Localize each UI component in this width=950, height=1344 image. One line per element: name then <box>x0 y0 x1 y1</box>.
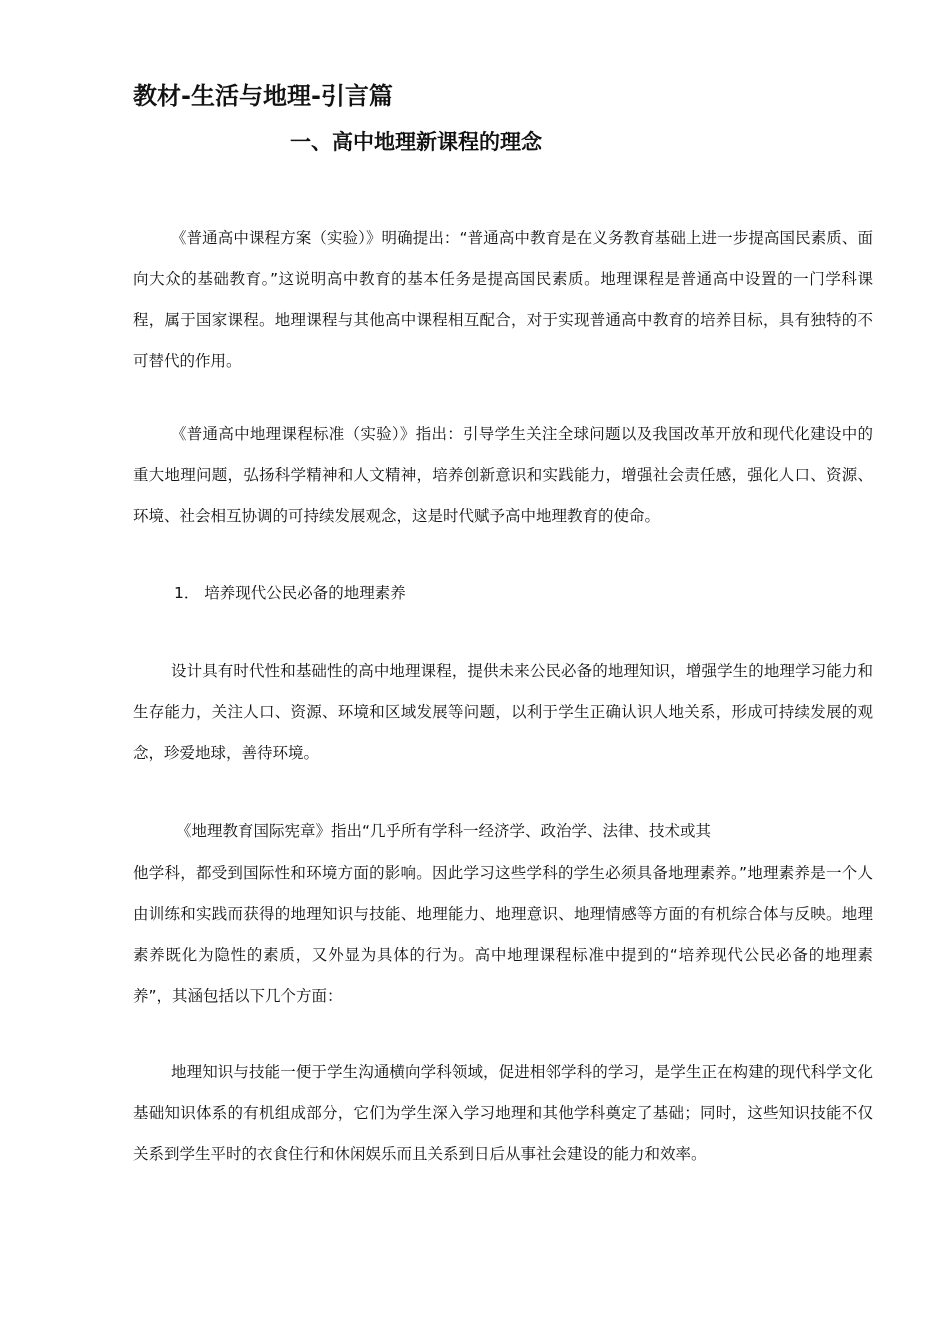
paragraph-course-design: 设计具有时代性和基础性的高中地理课程，提供未来公民必备的地理知识，增强学生的地理学习能力和生存能力，关注人口、资源、环境和区域发展等问题，以利于学生正确认识人地关系，形成可持续发展的观念，珍爱地球，善待环境。 <box>133 662 873 762</box>
paragraph-charter-continuation: 他学科，都受到国际性和环境方面的影响。因此学习这些学科的学生必须具备地理素养。”地理素养是一个人由训练和实践而获得的地理知识与技能、地理能力、地理意识、地理情感等方面的有机综合体与反映。地理素养既化为隐性的素质，又外显为具体的行为。高中地理课程标准中提到的“培养现代公民必备的地理素养”，其涵包括以下几个方面： <box>133 864 873 1005</box>
paragraph-charter-first-line: 《地理教育国际宪章》指出“几乎所有学科一经济学、政治学、法律、技术或其 <box>176 822 712 840</box>
paragraph-knowledge-skills: 地理知识与技能一便于学生沟通横向学科领域，促进相邻学科的学习，是学生正在构建的现代科学文化基础知识体系的有机组成部分，它们为学生深入学习地理和其他学科奠定了基础；同时，这些知识技能不仅关系到学生平时的衣食住行和休闲娱乐而且关系到日后从事社会建设的能力和效率。 <box>133 1063 873 1163</box>
item-heading-1: 1． 培养现代公民必备的地理素养 <box>174 584 406 602</box>
document-title: 教材-生活与地理-引言篇 <box>133 82 393 110</box>
paragraph-curriculum-plan: 《普通高中课程方案（实验）》明确提出：“普通高中教育是在义务教育基础上进一步提高国民素质、面向大众的基础教育。”这说明高中教育的基本任务是提高国民素质。地理课程是普通高中设置的一门学科课程，属于国家课程。地理课程与其他高中课程相互配合，对于实现普通高中教育的培养目标，具有独特的不可替代的作用。 <box>133 229 873 370</box>
section-heading: 一、高中地理新课程的理念 <box>290 130 542 154</box>
paragraph-curriculum-standard: 《普通高中地理课程标准（实验）》指出：引导学生关注全球问题以及我国改革开放和现代化建设中的重大地理问题，弘扬科学精神和人文精神，培养创新意识和实践能力，增强社会责任感，强化人口、资源、环境、社会相互协调的可持续发展观念，这是时代赋予高中地理教育的使命。 <box>133 425 873 525</box>
